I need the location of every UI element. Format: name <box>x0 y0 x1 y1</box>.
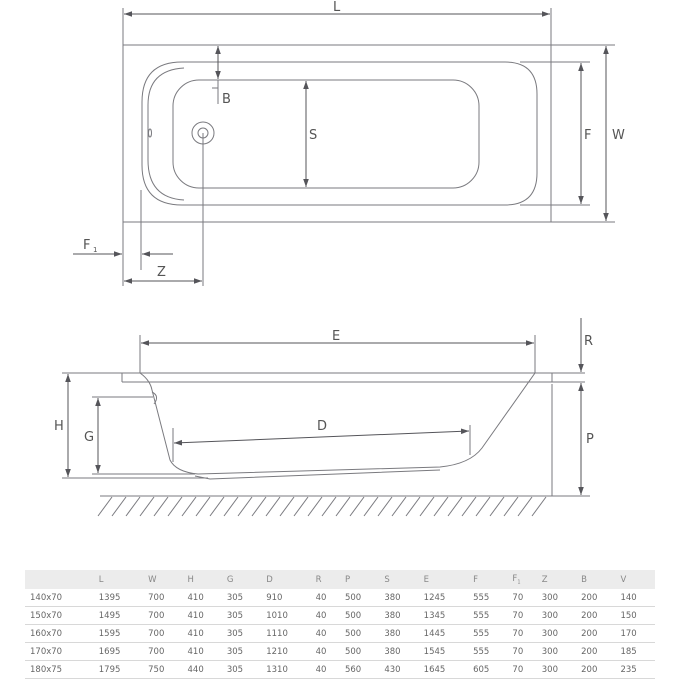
column-header <box>576 570 615 589</box>
table-cell: 700 <box>143 607 182 625</box>
table-cell: 1010 <box>261 607 310 625</box>
label-R: R <box>584 334 594 349</box>
table-row <box>25 607 655 625</box>
table-cell: 40 <box>311 607 340 625</box>
table-cell: 140x70 <box>25 589 94 607</box>
table-cell: 1395 <box>94 589 143 607</box>
table-cell: 40 <box>311 589 340 607</box>
table-cell: 1645 <box>419 661 468 679</box>
overflow-icon <box>149 129 152 137</box>
table-cell: 305 <box>222 625 261 643</box>
table-cell: 160x70 <box>25 625 94 643</box>
table-cell: 555 <box>468 589 507 607</box>
table-cell: 1695 <box>94 643 143 661</box>
table-cell: 170 <box>615 625 655 643</box>
column-header <box>222 570 261 589</box>
column-header-label: P <box>344 574 351 585</box>
table-cell: 555 <box>468 607 507 625</box>
floor-hatching <box>98 497 546 516</box>
label-Z: Z <box>157 265 166 280</box>
hatch-line <box>504 497 518 516</box>
column-header <box>94 570 143 589</box>
table-cell: 910 <box>261 589 310 607</box>
label-F1: F <box>83 238 91 253</box>
column-header-label: F <box>473 574 478 585</box>
column-header <box>468 570 507 589</box>
table-cell: 300 <box>537 589 576 607</box>
column-header-label: V <box>620 574 627 585</box>
column-header <box>419 570 468 589</box>
table-cell: 305 <box>222 661 261 679</box>
table-cell: 1595 <box>94 625 143 643</box>
hatch-line <box>490 497 504 516</box>
table-cell: 1795 <box>94 661 143 679</box>
table-cell: 305 <box>222 643 261 661</box>
table-cell: 700 <box>143 589 182 607</box>
hatch-line <box>154 497 168 516</box>
table-cell: 300 <box>537 607 576 625</box>
label-E: E <box>332 329 341 344</box>
table-cell: 70 <box>507 589 536 607</box>
label-D: D <box>317 419 328 434</box>
hatch-line <box>210 497 224 516</box>
label-B: B <box>222 92 231 107</box>
column-header <box>183 570 222 589</box>
hatch-line <box>518 497 532 516</box>
label-W: W <box>612 128 625 143</box>
column-header-label: Z <box>541 574 548 585</box>
table-cell: 1110 <box>261 625 310 643</box>
hatch-line <box>434 497 448 516</box>
table-cell: 430 <box>379 661 418 679</box>
table-cell: 40 <box>311 661 340 679</box>
table-cell: 235 <box>615 661 655 679</box>
column-header <box>25 570 94 589</box>
column-header-label: R <box>315 574 322 585</box>
column-header <box>143 570 182 589</box>
table-cell: 40 <box>311 625 340 643</box>
table-cell: 560 <box>340 661 379 679</box>
table-cell: 300 <box>537 661 576 679</box>
hatch-line <box>378 497 392 516</box>
table-cell: 380 <box>379 589 418 607</box>
column-header <box>261 570 310 589</box>
table-cell: 1345 <box>419 607 468 625</box>
table-cell: 170x70 <box>25 643 94 661</box>
table-cell: 500 <box>340 607 379 625</box>
column-header <box>340 570 379 589</box>
table-cell: 1245 <box>419 589 468 607</box>
table-cell: 300 <box>537 643 576 661</box>
table-cell: 380 <box>379 607 418 625</box>
table-cell: 200 <box>576 589 615 607</box>
table-cell: 410 <box>183 589 222 607</box>
table-cell: 555 <box>468 643 507 661</box>
column-header-label: D <box>266 574 273 585</box>
hatch-line <box>126 497 140 516</box>
table-cell: 70 <box>507 625 536 643</box>
hatch-line <box>406 497 420 516</box>
table-cell: 200 <box>576 625 615 643</box>
table-cell: 380 <box>379 625 418 643</box>
label-H: H <box>54 419 64 434</box>
hatch-line <box>532 497 546 516</box>
hatch-line <box>476 497 490 516</box>
table-cell: 200 <box>576 607 615 625</box>
table-cell: 305 <box>222 589 261 607</box>
hatch-line <box>224 497 238 516</box>
hatch-line <box>98 497 112 516</box>
table-cell: 500 <box>340 643 379 661</box>
tub-rim-contour <box>142 62 537 205</box>
table-cell: 305 <box>222 607 261 625</box>
table-cell: 300 <box>537 625 576 643</box>
table-cell: 1545 <box>419 643 468 661</box>
hatch-line <box>112 497 126 516</box>
table-cell: 1210 <box>261 643 310 661</box>
table-cell: 1495 <box>94 607 143 625</box>
hatch-line <box>238 497 252 516</box>
hatch-line <box>140 497 154 516</box>
table-cell: 700 <box>143 625 182 643</box>
tub-basin <box>173 80 479 188</box>
column-header-label: F <box>512 573 518 584</box>
table-cell: 555 <box>468 625 507 643</box>
table-cell: 70 <box>507 661 536 679</box>
label-L: L <box>333 0 341 15</box>
hatch-line <box>266 497 280 516</box>
table-cell: 500 <box>340 625 379 643</box>
column-header <box>379 570 418 589</box>
table-cell: 70 <box>507 643 536 661</box>
table-row <box>25 625 655 643</box>
table-cell: 185 <box>615 643 655 661</box>
hatch-line <box>364 497 378 516</box>
table-row <box>25 589 655 607</box>
table-cell: 750 <box>143 661 182 679</box>
table-cell: 1310 <box>261 661 310 679</box>
table-cell: 150 <box>615 607 655 625</box>
hatch-line <box>322 497 336 516</box>
table-cell: 410 <box>183 643 222 661</box>
column-header-label: L <box>98 574 104 585</box>
table-cell: 410 <box>183 607 222 625</box>
column-header-label: W <box>148 574 157 585</box>
column-header <box>537 570 576 589</box>
table-cell: 150x70 <box>25 607 94 625</box>
table-cell: 410 <box>183 625 222 643</box>
hatch-line <box>196 497 210 516</box>
subscript: 1 <box>517 579 521 586</box>
table-cell: 200 <box>576 661 615 679</box>
side-view <box>54 318 594 516</box>
column-header-label: E <box>423 574 430 585</box>
top-view <box>73 0 625 286</box>
column-header-label: G <box>226 574 234 585</box>
table-cell: 180x75 <box>25 661 94 679</box>
table-cell: 70 <box>507 607 536 625</box>
column-header-label: H <box>187 574 194 585</box>
table-cell: 605 <box>468 661 507 679</box>
table-cell: 500 <box>340 589 379 607</box>
table-cell: 40 <box>311 643 340 661</box>
hatch-line <box>392 497 406 516</box>
hatch-line <box>448 497 462 516</box>
table-cell: 380 <box>379 643 418 661</box>
table-cell: 200 <box>576 643 615 661</box>
hatch-line <box>336 497 350 516</box>
hatch-line <box>462 497 476 516</box>
table-cell: 1445 <box>419 625 468 643</box>
label-S: S <box>309 128 318 143</box>
hatch-line <box>168 497 182 516</box>
hatch-line <box>308 497 322 516</box>
label-P: P <box>586 432 594 447</box>
hatch-line <box>350 497 364 516</box>
table-cell: 140 <box>615 589 655 607</box>
tub-profile <box>140 373 535 474</box>
column-header-label: S <box>384 574 390 585</box>
table-cell: 440 <box>183 661 222 679</box>
column-header <box>311 570 340 589</box>
svg-text:1: 1 <box>93 246 98 254</box>
hatch-line <box>182 497 196 516</box>
hatch-line <box>420 497 434 516</box>
hatch-line <box>280 497 294 516</box>
table-row <box>25 643 655 661</box>
dimensions-table <box>25 570 655 679</box>
column-header <box>615 570 655 589</box>
column-header <box>507 570 536 589</box>
table-row <box>25 661 655 679</box>
tub-outline <box>123 45 551 222</box>
label-G: G <box>84 430 95 445</box>
hatch-line <box>294 497 308 516</box>
column-header-label: B <box>581 574 587 585</box>
label-F: F <box>584 128 592 143</box>
table-cell: 700 <box>143 643 182 661</box>
hatch-line <box>252 497 266 516</box>
